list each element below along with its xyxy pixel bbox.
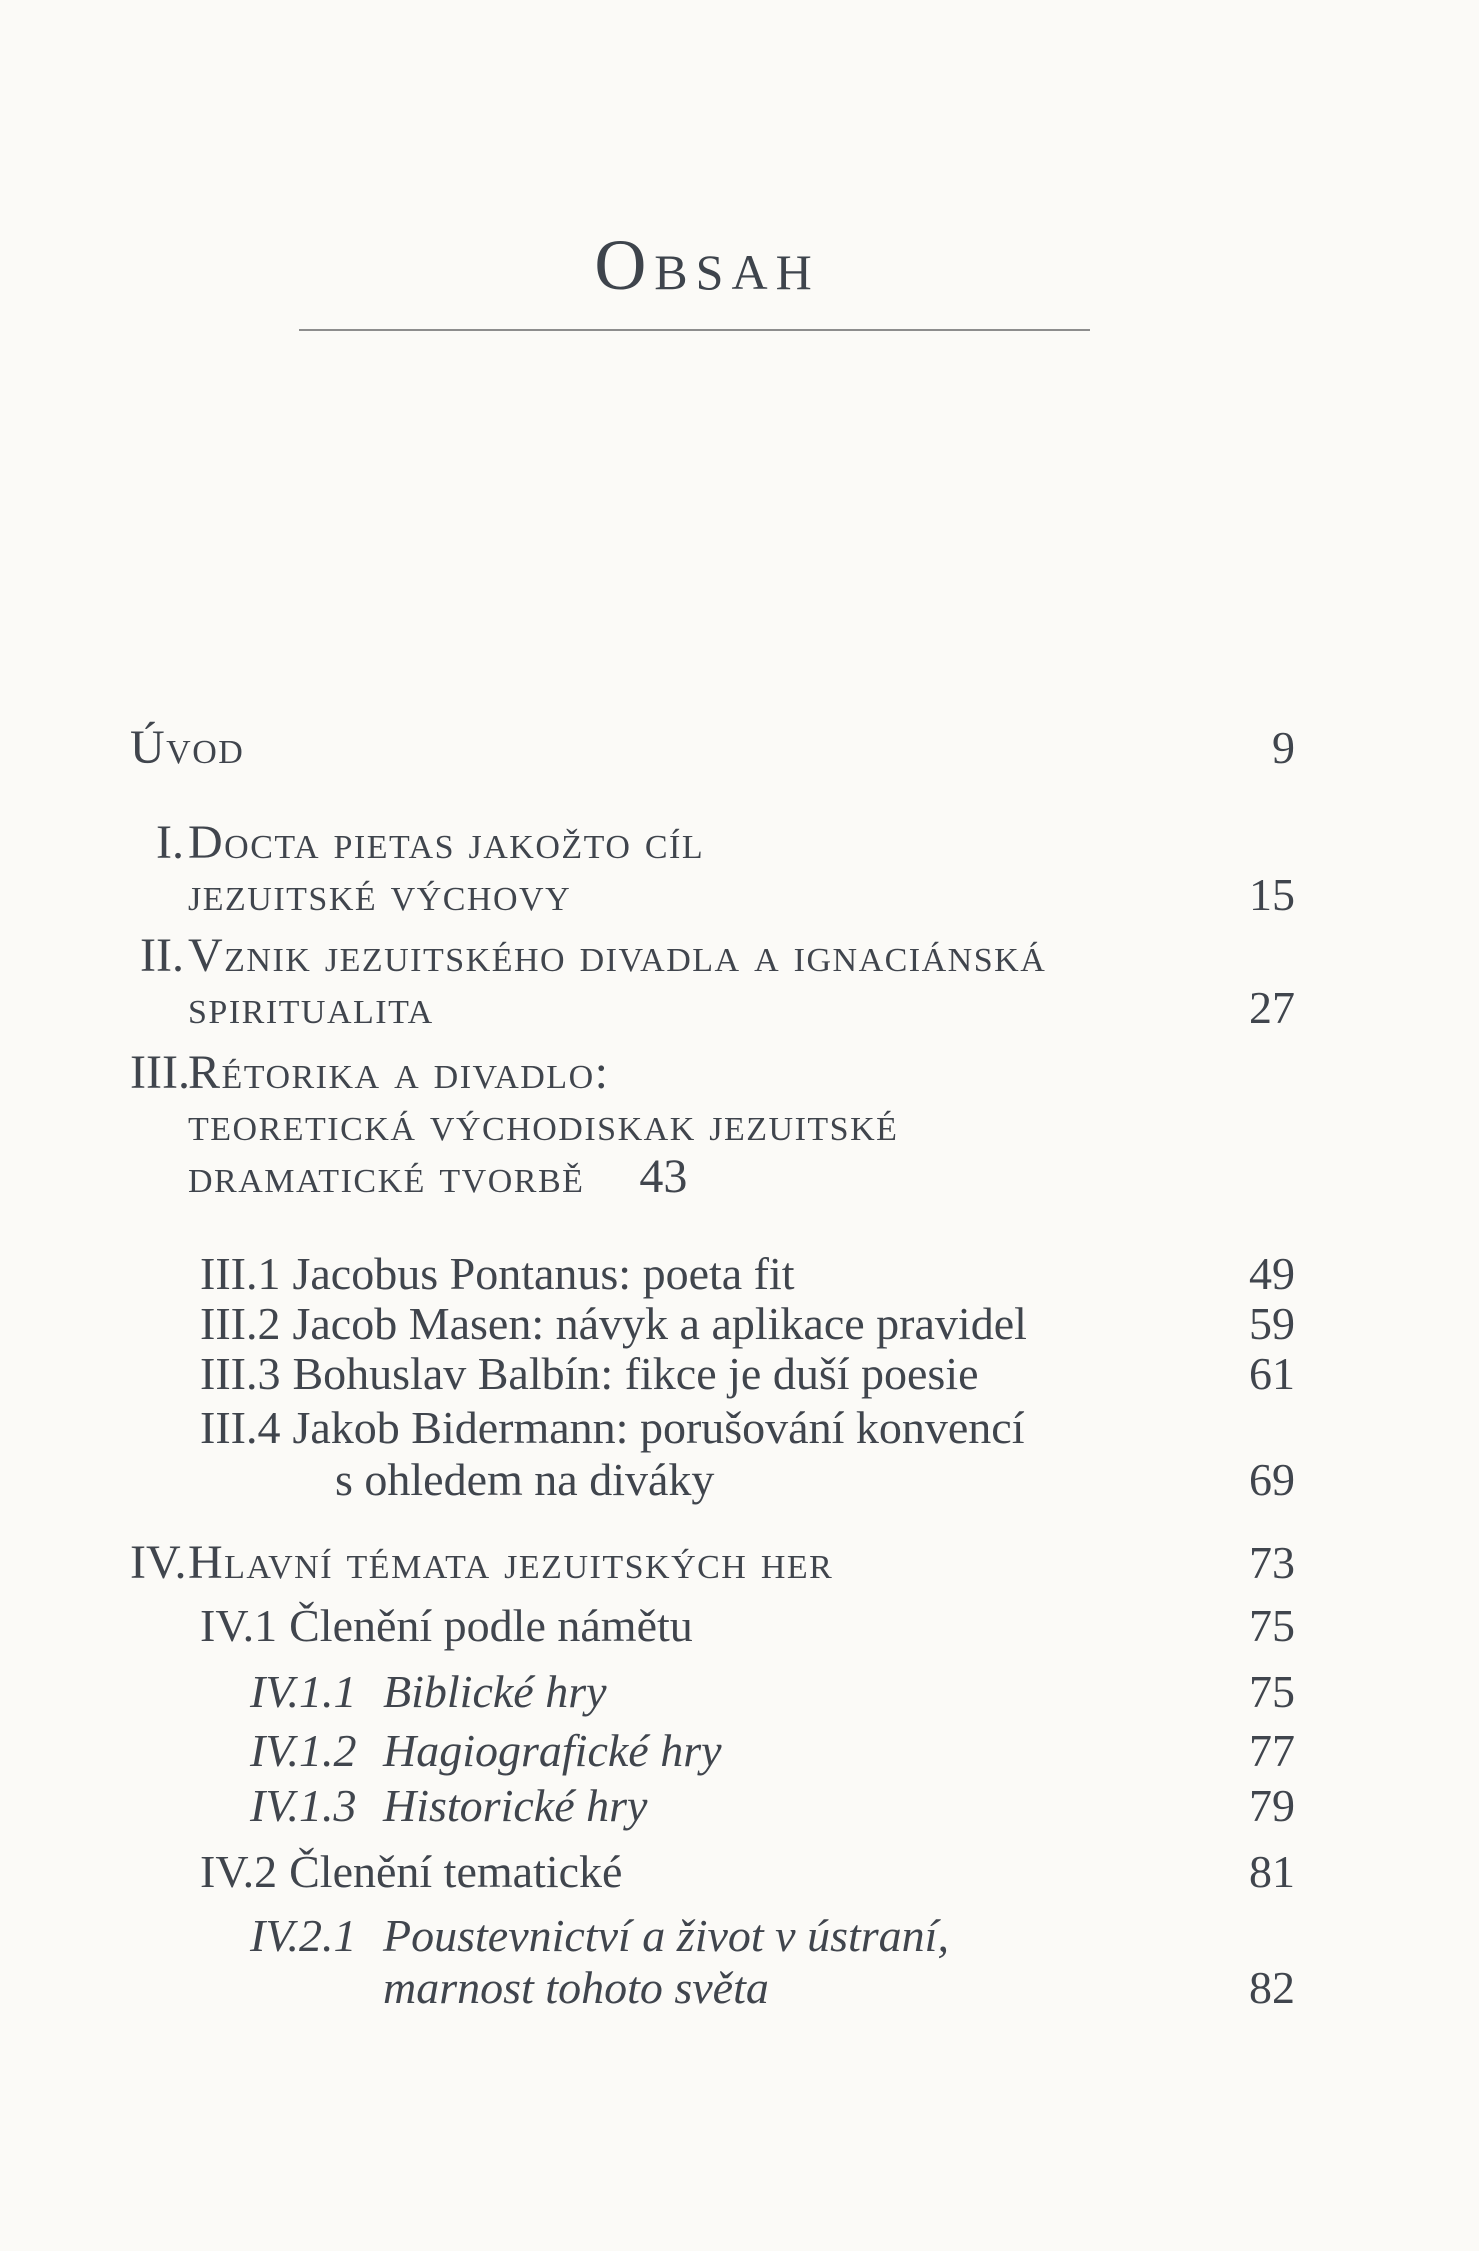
toc-entry-line (250, 1780, 647, 1832)
toc-entry-line: Vznik jezuitského divadla a ignaciánská (188, 929, 1047, 982)
toc-entry-line: Úvod (130, 721, 245, 774)
toc-entry-sec-4-1-2 (250, 1725, 722, 1777)
toc-entry-number: I. (156, 816, 184, 869)
toc-entry-line (200, 1298, 1027, 1350)
toc-entry-line (200, 1348, 979, 1400)
toc-entry-line (250, 1666, 607, 1718)
page-number: 15 (1249, 869, 1295, 920)
toc-entry-sec-4-2-1 (250, 1910, 949, 2014)
toc-entry-sec-3-3 (200, 1348, 979, 1400)
toc-entry-sec-4-1 (200, 1600, 693, 1652)
toc-entry-line-text: dramatické tvorbě (188, 1150, 585, 1203)
toc-entry-sec-2 (130, 930, 1046, 1034)
toc-entry-sec-3-1 (200, 1248, 795, 1300)
toc-entry-sec-4-2 (200, 1846, 622, 1898)
toc-entry-line-text: Členění tematické (289, 1846, 623, 1897)
toc-entry-number: III.2 (200, 1298, 281, 1349)
toc-entry-line-text: Jakob Bidermann: porušování konvencí (292, 1402, 1025, 1453)
toc-entry-sec-3 (130, 1047, 898, 1203)
toc-entry-line: Hlavní témata jezuitských her (188, 1536, 834, 1589)
page-number: 43 (639, 1150, 688, 1203)
page-number: 77 (1249, 1725, 1295, 1776)
page-number: 9 (1272, 722, 1295, 773)
page-number: 61 (1249, 1348, 1295, 1399)
toc-entry-line-text: Jacobus Pontanus: poeta fit (292, 1248, 795, 1299)
toc-entry-sec-4-1-1 (250, 1666, 607, 1718)
toc-entry-line (188, 1151, 898, 1203)
toc-entry-number: IV.2.1 (250, 1910, 357, 1961)
toc-entry-line-text: Jacob Masen: návyk a aplikace pravidel (292, 1298, 1027, 1349)
toc-entry-line: jezuitské výchovy (188, 868, 572, 921)
toc-entry-number: II. (140, 929, 184, 982)
toc-entry-number: IV.2 (200, 1846, 278, 1897)
toc-entry-sec-4 (130, 1537, 833, 1589)
page-title: Obsah (594, 225, 820, 305)
toc-entry-line-text: Biblické hry (383, 1666, 607, 1717)
toc-entry-sec-3-2 (200, 1298, 1027, 1350)
toc-entry-line: teoretická východiskak jezuitské (188, 1098, 899, 1151)
toc-entry-line (200, 1846, 622, 1898)
toc-entry-line (250, 1725, 722, 1777)
page-number: 75 (1249, 1600, 1295, 1651)
toc-entry-line-text: Hagiografické hry (383, 1725, 722, 1776)
toc-entry-number: IV.1.1 (250, 1666, 357, 1717)
toc-entry-line-text: Historické hry (383, 1780, 648, 1831)
page-number: 73 (1249, 1537, 1295, 1588)
page-number: 69 (1249, 1454, 1295, 1505)
toc-entry-line (250, 1910, 949, 1962)
toc-entry-line: Docta pietas jakožto cíl (188, 816, 705, 869)
toc-entry-sec-3-4 (200, 1402, 1025, 1506)
page-number: 49 (1249, 1248, 1295, 1299)
toc-entry-line: marnost tohoto světa (383, 1962, 769, 2013)
toc-entry-line: Rétorika a divadlo: (188, 1046, 610, 1099)
toc-entry-line-text: Bohuslav Balbín: fikce je duší poesie (292, 1348, 979, 1399)
toc-entry-line (200, 1402, 1025, 1454)
toc-entry-line (200, 1248, 795, 1300)
toc-entry-number: IV.1 (200, 1600, 278, 1651)
page-number: 79 (1249, 1780, 1295, 1831)
toc-entry-uvod (130, 722, 244, 774)
toc-entry-number: III. (130, 1046, 190, 1099)
page-number: 59 (1249, 1298, 1295, 1349)
toc-entry-number: IV.1.3 (250, 1780, 357, 1831)
toc-entry-number: IV. (130, 1536, 187, 1589)
toc-entry-number: IV.1.2 (250, 1725, 357, 1776)
toc-entry-line: spiritualita (188, 981, 434, 1034)
toc-entry-line (200, 1600, 693, 1652)
title-rule (299, 329, 1090, 331)
toc-entry-number: III.3 (200, 1348, 281, 1399)
toc-entry-sec-1 (130, 817, 704, 921)
toc-entry-line-text: Členění podle námětu (289, 1600, 693, 1651)
page-number: 27 (1249, 982, 1295, 1033)
page-number: 81 (1249, 1846, 1295, 1897)
toc-entry-line: s ohledem na diváky (335, 1454, 715, 1505)
toc-entry-number: III.4 (200, 1402, 281, 1453)
toc-entry-number: III.1 (200, 1248, 281, 1299)
toc-entry-sec-4-1-3 (250, 1780, 647, 1832)
toc-entry-line-text: Poustevnictví a život v ústraní, (383, 1910, 949, 1961)
page-number: 75 (1249, 1666, 1295, 1717)
page-number: 82 (1249, 1962, 1295, 2013)
